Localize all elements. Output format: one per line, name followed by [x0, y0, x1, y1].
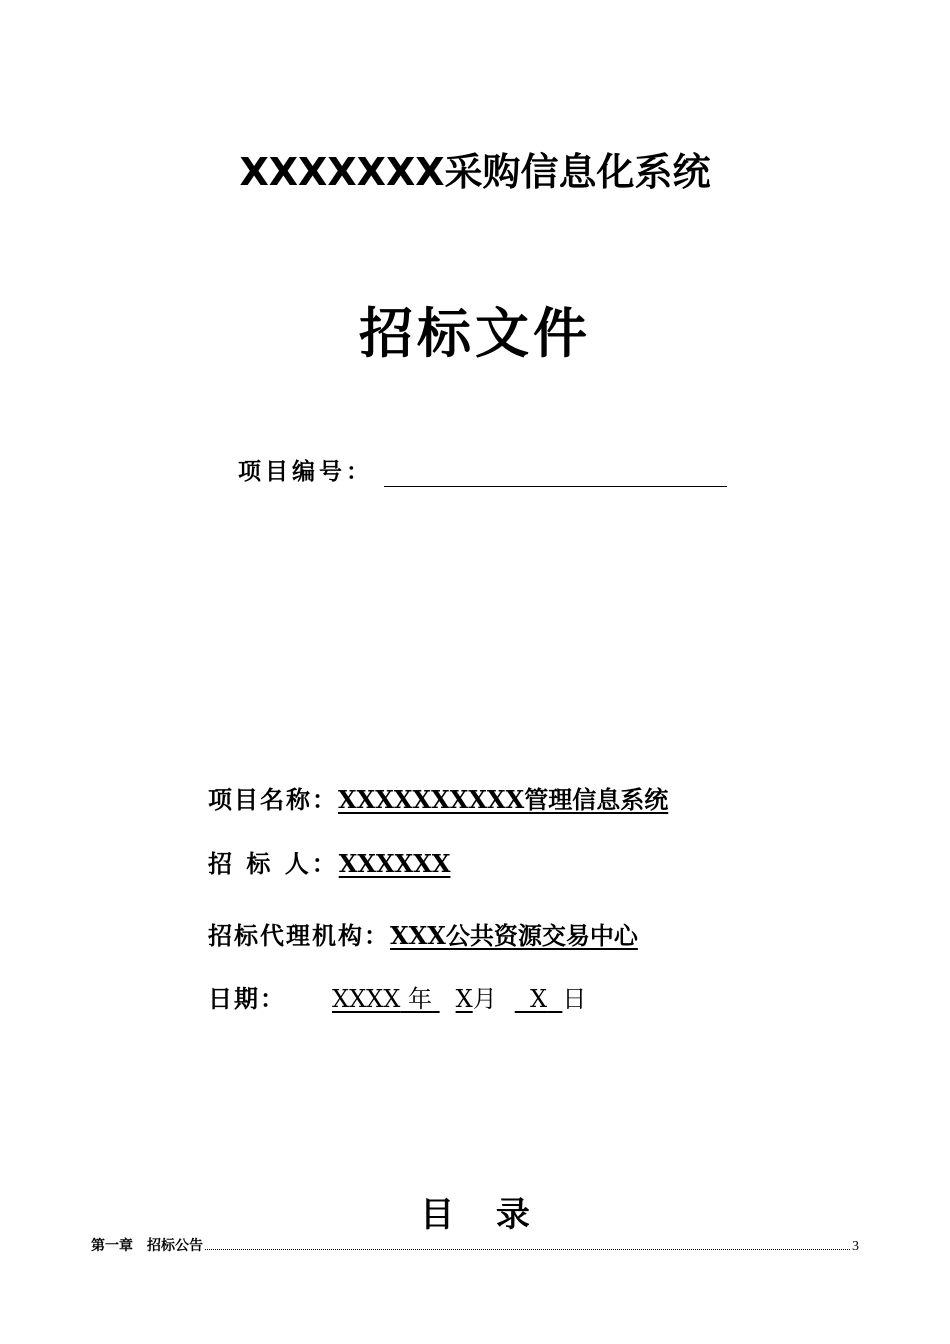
tenderer-row: [208, 846, 450, 882]
date-row: [208, 981, 586, 1017]
tenderer-value: XXXXXX: [338, 849, 451, 878]
document-subtitle: 招标文件: [359, 301, 591, 365]
agency-label: 招标代理机构：: [208, 921, 390, 950]
toc-title: 目 录: [420, 1195, 530, 1235]
date-day: X: [529, 985, 548, 1013]
project-name-row: [208, 782, 668, 818]
toc-entry-page: 3: [852, 1239, 859, 1254]
project-number-blank-line: [384, 486, 727, 487]
agency-row: [208, 918, 638, 954]
project-number-label: 项目编号：: [238, 458, 373, 485]
tenderer-label: 招 标 人：: [208, 849, 339, 878]
date-month-unit: 月: [472, 985, 497, 1013]
toc-leader-dots: [205, 1249, 850, 1250]
toc-entry-label: 第一章 招标公告: [91, 1238, 203, 1254]
date-day-unit: 日: [562, 985, 587, 1013]
project-name-value: XXXXXXXXXX管理信息系统: [338, 785, 669, 814]
project-name-label: 项目名称：: [208, 785, 338, 814]
date-month: X: [455, 985, 473, 1013]
document-title: XXXXXXX采购信息化系统: [239, 150, 711, 194]
date-label: 日期：: [208, 984, 286, 1013]
agency-value: XXX公共资源交易中心: [390, 921, 638, 950]
date-year: XXXX 年: [332, 985, 432, 1013]
toc-entry[interactable]: [91, 1236, 859, 1256]
